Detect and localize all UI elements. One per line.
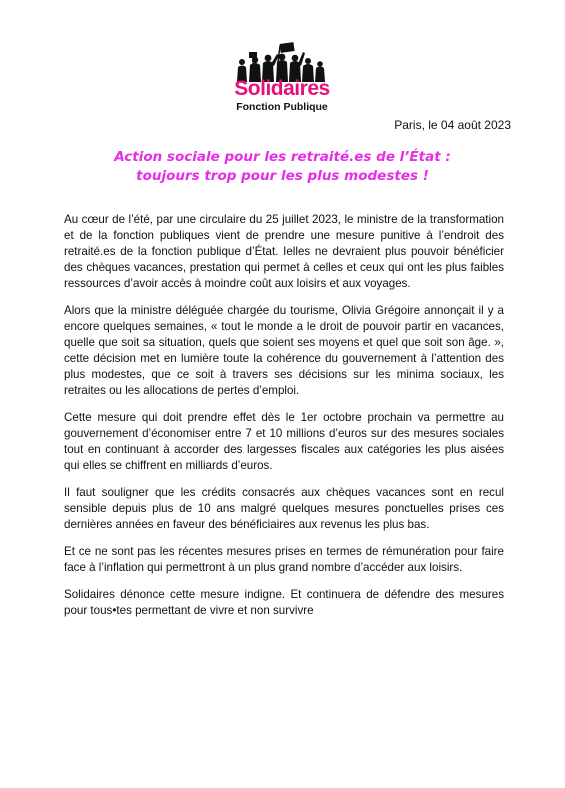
paragraph: Cette mesure qui doit prendre effet dès le 1er octobre prochain va permettre au gouvernement d’économiser entre 7 et 10 millions d’euros sur des mesures sociales tout en continuant à accorder des largesses fiscales aux catégories les plus aisées qui elles se chiffrent en milliards d’euros. [64,411,504,472]
paragraph: Alors que la ministre déléguée chargée du tourisme, Olivia Grégoire annonçait il y a encore quelques semaines, « tout le monde a le droit de pouvoir partir en vacances, quelle que soit sa situation, quels que soient ses moyens et quel que soit son âge. », cette décision met en lumière toute la cohérence du gouvernement à l’attention des plus modestes, que ce soit à travers ses décisions sur les minima sociaux, les retraites ou les allocations de pertes d’emploi. [64,304,504,397]
document-body [64,212,504,630]
logo-subtitle: Fonction Publique [236,101,328,113]
crowd-icon [222,40,342,82]
title-line-2: toujours trop pour les plus modestes ! [136,168,429,184]
logo-wordmark: Solidaires [234,77,330,100]
paragraph: Il faut souligner que les crédits consacrés aux chèques vacances sont en recul sensible depuis plus de 10 ans malgré quelques mesures ponctuelles prises ces dernières années en faveur des bénéficiaires aux revenus les plus bas. [64,486,504,531]
paragraph: Et ce ne sont pas les récentes mesures prises en termes de rémunération pour faire face à l’inflation qui permettront à un plus grand nombre d’accéder aux loisirs. [64,545,504,574]
paragraph: Solidaires dénonce cette mesure indigne. Et continuera de défendre des mesures pour tous•tes permettant de vivre et non survivre [64,588,504,617]
paragraph: Au cœur de l’été, par une circulaire du 25 juillet 2023, le ministre de la transformation et de la fonction publiques vient de prendre une mesure punitive à l’endroit des retraité.es de la fonction publique d’État. Ielles ne devraient plus pouvoir bénéficier des chèques vacances, prestation qui permet à celles et ceux qui ont les plus faibles ressources d’avoir accès à moindre coût aux loisirs et aux voyages. [64,213,504,290]
solidaires-logo [222,40,342,120]
document-date: Paris, le 04 août 2023 [394,118,511,132]
document-title [60,148,505,186]
title-line-1: Action sociale pour les retraité.es de l’État : [114,149,451,165]
